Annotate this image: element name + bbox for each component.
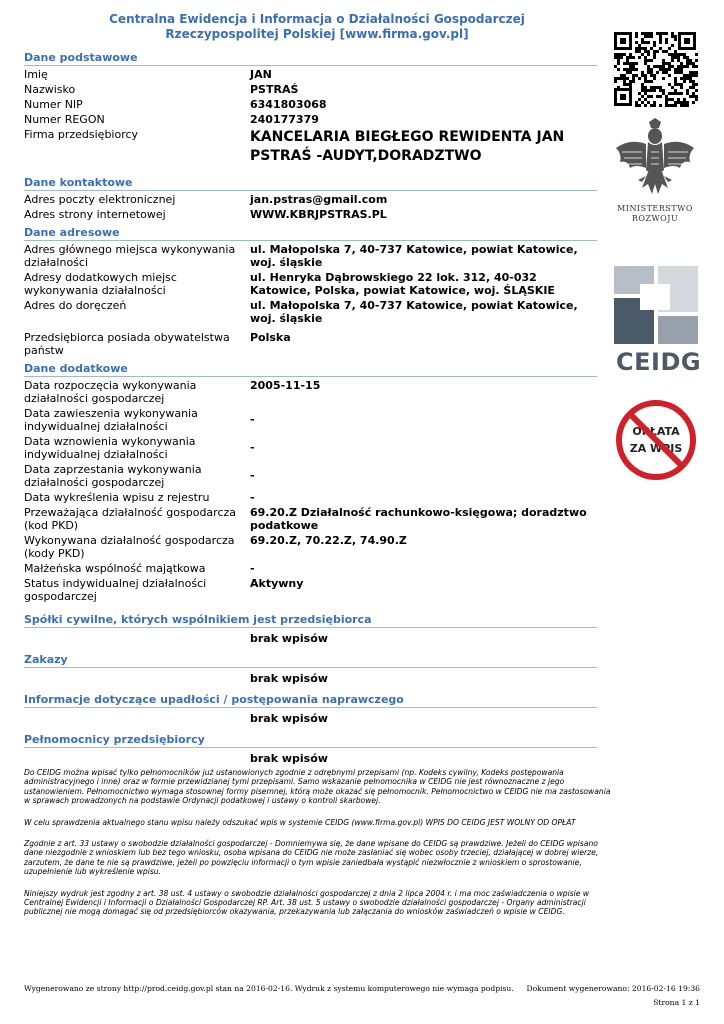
field-value: KANCELARIA BIEGŁEGO REWIDENTA JAN PSTRAŚ -AUDYT,DORADZTWO: [250, 129, 565, 164]
stamp-line-2: ZA WPIS: [629, 442, 683, 455]
field-delivery-address: [24, 299, 597, 325]
section-bankruptcy: Informacje dotyczące upadłości / postępowania naprawczego: [24, 691, 597, 708]
section-partnerships: Spółki cywilne, których wspólnikiem jest przedsiębiorca: [24, 611, 597, 628]
field-value: -: [250, 562, 255, 575]
field-citizenship: [24, 331, 597, 357]
field-value: WWW.KBRJPSTRAS.PL: [250, 208, 387, 221]
field-cessation-date: [24, 463, 597, 489]
note-article-38: Niniejszy wydruk jest zgodny z art. 38 ust. 4 ustawy o swobodzie działalności gospodarczej z dnia 2 lipca 2004 r. i ma moc zaświadczenia o wpisie w Centralnej Ewidencji i Informacji o Działalności Gospodarczej RP. Art. 38 ust. 5 ustawy o swobodzie działalności gospodarczej - Organy administracji publicznej nie mogą domagać się od przedsiębiorców okazywania, przekazywania lub załączania do wniosków zaświadczeń o wpisie w CEIDG.: [24, 888, 590, 917]
ceidg-logo-icon: [614, 266, 700, 346]
bankruptcy-empty: brak wpisów: [250, 712, 328, 725]
ministry-logo: [612, 204, 698, 224]
ministry-line-1: MINISTERSTWO: [617, 204, 693, 213]
note-proxies: Do CEIDG można wpisać tylko pełnomocników już ustanowionych zgodnie z odrębnymi przepisami (np. Kodeks cywilny, Kodeks postępowania administracyjnego i inne) oraz w formie przewidzianej tymi przepisami. Samo wskazanie pełnomocnika w CEIDG nie jest równoznaczne z jego ustanowieniem. Pełnomocnictwo wymaga stosownej formy pisemnej, którą może okazać się pełnomocnik. Pełnomocnictwo w CEIDG nie ma zastosowania w sprawach prowadzonych na podstawie Ordynacji podatkowej i ustawy o kontroli skarbowej.: [24, 768, 611, 806]
field-value: -: [250, 491, 255, 504]
field-label: Adresy dodatkowych miejsc wykonywania działalności: [24, 271, 177, 297]
field-company-name: [24, 128, 597, 166]
field-status: [24, 577, 597, 603]
header-line-1: Centralna Ewidencja i Informacja o Działalności Gospodarczej: [109, 12, 525, 26]
field-label: Adres do doręczeń: [24, 299, 127, 312]
field-last-name: [24, 83, 597, 96]
field-label: Data wznowienia wykonywania indywidualnej działalności: [24, 435, 196, 461]
field-suspension-date: [24, 407, 597, 433]
field-deletion-date: [24, 491, 597, 504]
field-value: 69.20.Z, 70.22.Z, 74.90.Z: [250, 534, 407, 547]
field-resumption-date: [24, 435, 597, 461]
field-value: ul. Małopolska 7, 40-737 Katowice, powiat Katowice, woj. śląskie: [250, 243, 578, 269]
field-label: Przedsiębiorca posiada obywatelstwa państw: [24, 331, 230, 357]
field-value: -: [250, 441, 255, 454]
field-value: PSTRAŚ: [250, 83, 299, 96]
field-main-address: [24, 243, 597, 269]
field-label: Adres głównego miejsca wykonywania działalności: [24, 243, 236, 269]
ceidg-wordmark: CEIDG: [616, 348, 702, 376]
field-value: 240177379: [250, 113, 319, 126]
field-nip: [24, 98, 597, 111]
field-regon: [24, 113, 597, 126]
field-label: Imię: [24, 68, 48, 81]
field-label: Data zawieszenia wykonywania indywidualnej działalności: [24, 407, 198, 433]
field-value: 2005-11-15: [250, 379, 321, 392]
field-value: Aktywny: [250, 577, 304, 590]
section-bans: Zakazy: [24, 651, 597, 668]
field-value: 69.20.Z Działalność rachunkowo-księgowa; doradztwo podatkowe: [250, 506, 587, 532]
eagle-emblem-icon: [612, 118, 698, 202]
field-label: Adres strony internetowej: [24, 208, 166, 221]
field-value: -: [250, 413, 255, 426]
proxies-empty: brak wpisów: [250, 752, 328, 765]
field-value: -: [250, 469, 255, 482]
section-contact: Dane kontaktowe: [24, 174, 597, 191]
field-pkd-codes: [24, 534, 597, 560]
no-fee-stamp-icon: [612, 398, 700, 482]
basic-rows: [24, 68, 597, 166]
footer-page-number: Strona 1 z 1: [653, 998, 700, 1007]
field-label: Nazwisko: [24, 83, 76, 96]
field-value: jan.pstras@gmail.com: [250, 193, 388, 206]
field-additional-addresses: [24, 271, 597, 297]
section-address: Dane adresowe: [24, 224, 597, 241]
registry-entry: [24, 46, 597, 771]
field-label: Numer REGON: [24, 113, 105, 126]
field-marital-property: [24, 562, 597, 575]
field-label: Przeważająca działalność gospodarcza (kod PKD): [24, 506, 237, 532]
field-start-date: [24, 379, 597, 405]
section-additional: Dane dodatkowe: [24, 360, 597, 377]
stamp-line-1: OPŁATA: [632, 425, 680, 438]
partnerships-empty: brak wpisów: [250, 632, 328, 645]
ministry-line-2: ROZWOJU: [631, 214, 679, 223]
note-article-33: Zgodnie z art. 33 ustawy o swobodzie działalności gospodarczej - Domniemywa się, że dane wpisane do CEIDG są prawdziwe. Jeżeli do CEIDG wpisano dane niezgodnie z wnioskiem lub bez tego wniosku, osoba wpisana do CEIDG nie może zasłaniać się wobec osoby trzeciej, działającej w dobrej wierze, zarzutem, że dane te nie są prawdziwe, jeżeli po powzięciu informacji o tym wpisie zaniedbała wystąpić niezwłocznie z wnioskiem o sprostowanie, uzupełnienie lub wykreślenie wpisu.: [24, 839, 599, 877]
field-website: [24, 208, 597, 221]
field-value: JAN: [250, 68, 272, 81]
field-email: [24, 193, 597, 206]
field-label: Data wykreślenia wpisu z rejestru: [24, 491, 210, 504]
header-line-2: Rzeczypospolitej Polskiej [www.firma.gov.pl]: [165, 27, 469, 41]
qr-code-icon: [612, 30, 698, 108]
field-first-name: [24, 68, 597, 81]
field-value: Polska: [250, 331, 291, 344]
legal-notes: [24, 768, 614, 929]
field-label: Status indywidualnej działalności gospodarczej: [24, 577, 207, 603]
field-label: Wykonywana działalność gospodarcza (kody PKD): [24, 534, 235, 560]
field-label: Numer NIP: [24, 98, 83, 111]
field-label: Data zaprzestania wykonywania działalności gospodarczej: [24, 463, 202, 489]
field-value: ul. Małopolska 7, 40-737 Katowice, powiat Katowice, woj. śląskie: [250, 299, 578, 325]
field-main-pkd: [24, 506, 597, 532]
field-value: ul. Henryka Dąbrowskiego 22 lok. 312, 40-032 Katowice, Polska, powiat Katowice, woj. ŚLĄSKIE: [250, 271, 555, 297]
section-proxies: Pełnomocnicy przedsiębiorcy: [24, 731, 597, 748]
footer-generated-date: Dokument wygenerowano: 2016-02-16 19:36: [526, 984, 700, 993]
field-label: Firma przedsiębiorcy: [24, 128, 139, 141]
footer-generated-from: Wygenerowano ze strony http://prod.ceidg.gov.pl stan na 2016-02-16. Wydruk z systemu komputerowego nie wymaga podpisu.: [24, 984, 514, 993]
section-basic: Dane podstawowe: [24, 49, 597, 66]
field-value: 6341803068: [250, 98, 327, 111]
field-label: Adres poczty elektronicznej: [24, 193, 176, 206]
field-label: Małżeńska wspólność majątkowa: [24, 562, 206, 575]
bans-empty: brak wpisów: [250, 672, 328, 685]
note-verification: W celu sprawdzenia aktualnego stanu wpisu należy odszukać wpis w systemie CEIDG (www.firma.gov.pl) WPIS DO CEIDG JEST WOLNY OD OPŁAT: [24, 817, 576, 827]
field-label: Data rozpoczęcia wykonywania działalności gospodarczej: [24, 379, 197, 405]
